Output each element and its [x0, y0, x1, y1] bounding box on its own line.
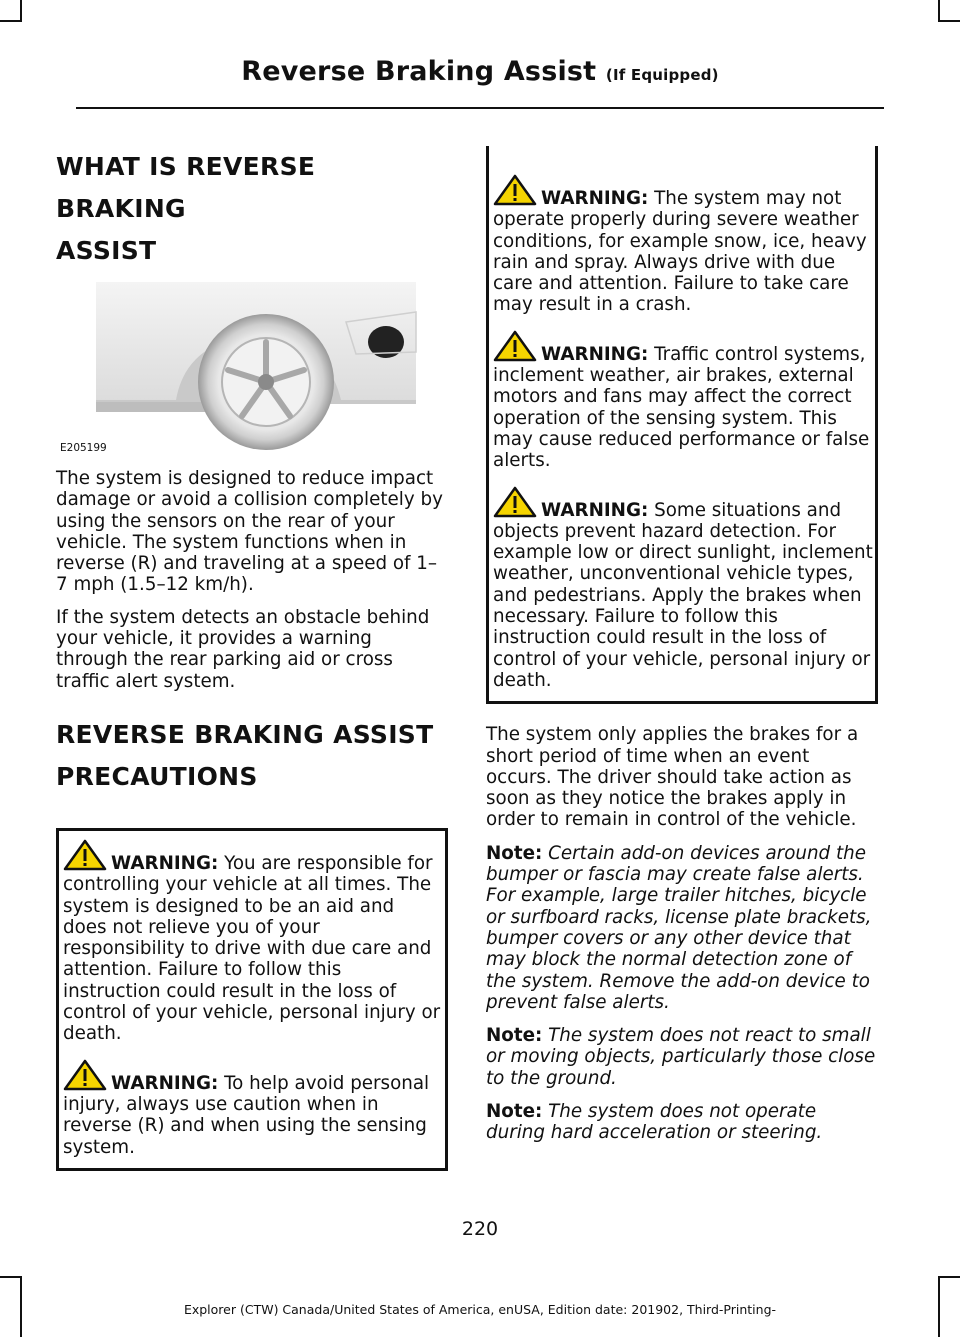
heading-line: ASSIST [56, 236, 157, 265]
note-label: Note: [486, 842, 543, 864]
warning-text: Some situations and objects prevent hazard detection. For example low or direct sunlight, inclement weather, unconventional vehicle types, and pedestrians. Apply the brakes when necessary. Failure to follow this instruction could result in the loss of control of your vehicle, personal injury or death. [493, 499, 873, 691]
header-title: Reverse Braking Assist [241, 56, 597, 87]
left-column [56, 146, 448, 1171]
warning-triangle-icon [63, 1059, 107, 1091]
warning-item [63, 839, 443, 1045]
warning-item [493, 330, 873, 472]
warning-triangle-icon [493, 330, 537, 362]
paragraph: The system is designed to reduce impact damage or avoid a collision completely by using the sensors on the rear of your vehicle. The system functions when in reverse (R) and traveling at a speed of 1–7 mph (1.5–12 km/h). [56, 468, 443, 596]
right-column [486, 146, 878, 1144]
warning-text: You are responsible for controlling your vehicle at all times. The system is designed to be an aid and does not relieve you of your responsibility to drive with due care and attention. Failure to follow this instruction could result in the loss of control of your vehicle, personal injury or death. [63, 852, 441, 1045]
crop-mark [0, 20, 22, 22]
warning-label: WARNING: [541, 343, 649, 365]
warning-label: WARNING: [541, 499, 649, 521]
warning-triangle-icon [493, 486, 537, 518]
warning-triangle-icon [493, 174, 537, 206]
crop-mark [0, 1276, 22, 1278]
section-heading-precautions [56, 714, 448, 798]
note [486, 1101, 878, 1144]
rear-wheel-sensor-image [56, 282, 446, 458]
heading-line: WHAT IS REVERSE BRAKING [56, 152, 316, 223]
paragraph: If the system detects an obstacle behind your vehicle, it provides a warning through the rear parking aid or cross traffic alert system. [56, 606, 430, 692]
warning-label: WARNING: [541, 188, 649, 209]
header-subtitle: (If Equipped) [605, 66, 719, 84]
figure-id: E205199 [60, 442, 107, 454]
note-text: The system does not operate during hard acceleration or steering. [486, 1100, 823, 1144]
paragraph: The system only applies the brakes for a short period of time when an event occurs. The driver should take action as soon as they notice the brakes apply in order to remain in control of the vehicle. [486, 724, 859, 831]
crop-mark [938, 0, 940, 22]
section-heading-what-is [56, 146, 448, 272]
heading-line: REVERSE BRAKING ASSIST [56, 719, 434, 749]
warning-label: WARNING: [111, 1072, 219, 1094]
warning-label: WARNING: [111, 852, 219, 874]
note-text: The system does not react to small or moving objects, particularly those close to the ground. [486, 1025, 876, 1089]
page-number: 220 [461, 1218, 499, 1240]
note-text: Certain add-on devices around the bumper or fascia may create false alerts. For example, large trailer hitches, bicycle or surfboard racks, license plate brackets, bumper covers or any other device that may block the normal detection zone of the system. Remove the add-on device to prevent false alerts. [486, 842, 872, 1013]
warning-text: Traffic control systems, inclement weather, air brakes, external motors and fans may affect the correct operation of the sensing system. This may cause reduced performance or false alerts. [493, 343, 870, 472]
warning-box [56, 828, 448, 1171]
footer-text: Explorer (CTW) Canada/United States of America, enUSA, Edition date: 201902, Third-Printing- [183, 1302, 777, 1317]
note [486, 1025, 878, 1089]
crop-mark [20, 0, 22, 22]
heading-line: PRECAUTIONS [56, 761, 258, 791]
crop-mark [938, 1276, 960, 1278]
warning-triangle-icon [63, 839, 107, 871]
note-label: Note: [486, 1100, 543, 1122]
warning-text: The system may not operate properly during severe weather conditions, for example snow, ice, heavy rain and spray. Always drive with due care and attention. Failure to take care may result in a crash. [493, 188, 867, 316]
header-rule [76, 107, 884, 109]
page-header [0, 56, 960, 87]
vehicle-rear-illustration [56, 282, 446, 458]
warning-box [486, 146, 878, 704]
warning-item [493, 486, 873, 692]
crop-mark [938, 20, 960, 22]
note-label: Note: [486, 1025, 543, 1047]
warning-text: To help avoid personal injury, always use caution when in reverse (R) and when using the sensing system. [63, 1072, 430, 1158]
note [486, 843, 878, 1013]
warning-item [493, 174, 873, 316]
warning-item [63, 1059, 443, 1158]
